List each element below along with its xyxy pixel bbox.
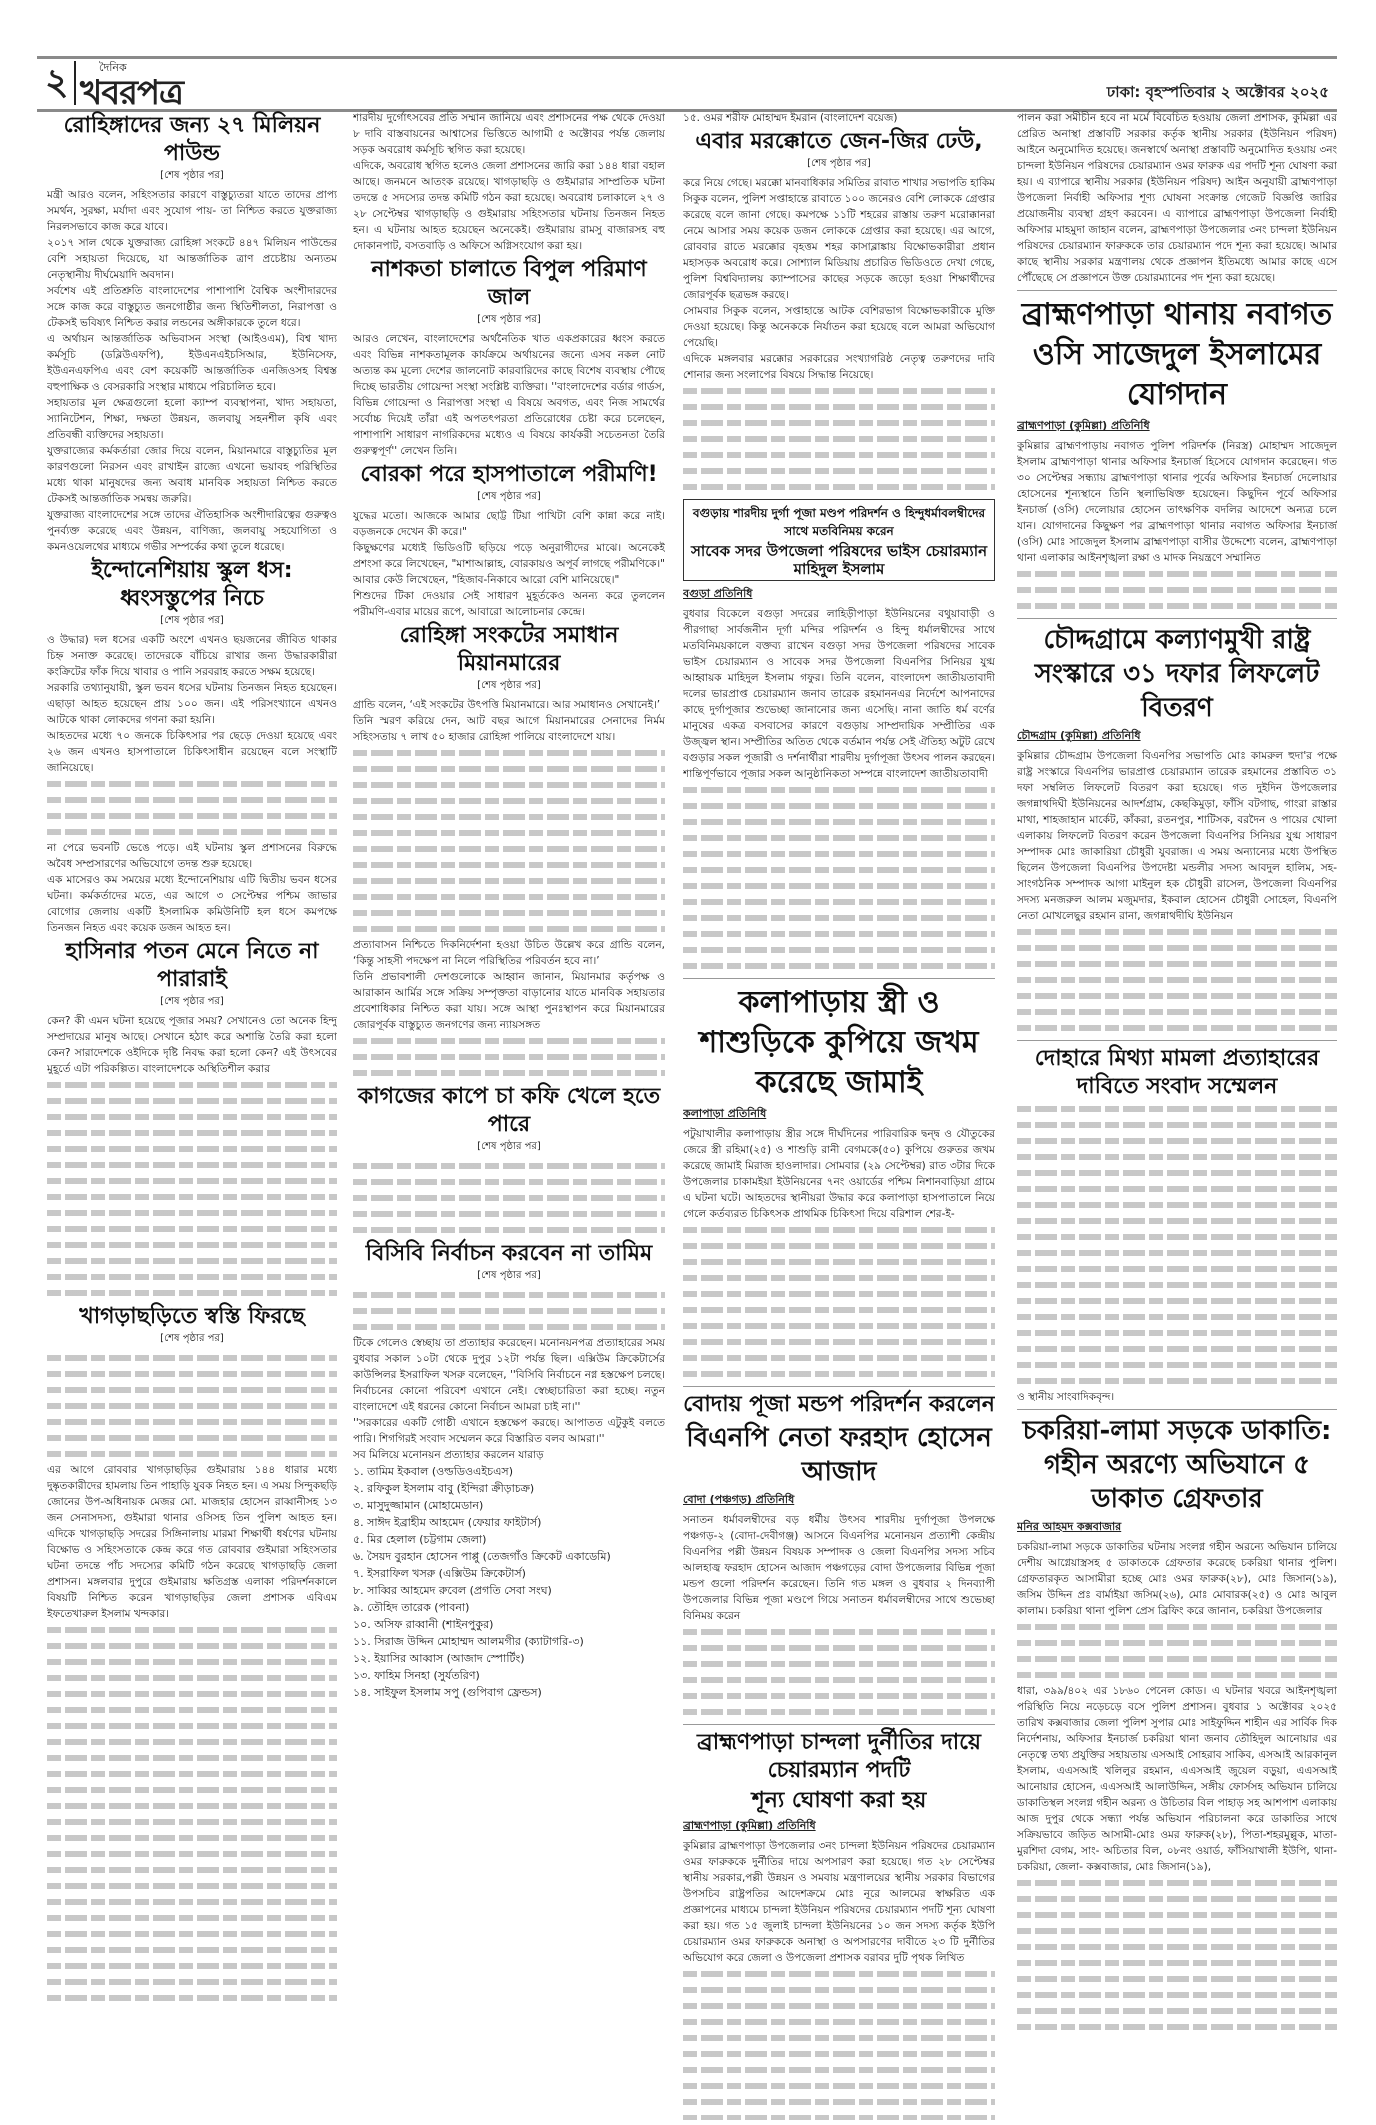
text-lines	[47, 1253, 337, 1269]
text-lines	[1017, 972, 1337, 988]
paragraph: সোমবার সিকুক বলেন, সপ্তাহান্তে আটক বেশিরভাগ বিক্ষোভকারীকে মুক্তি দেওয়া হয়েছে। কিন্তু অনেককে নির্যাতন করা হয়েছে বলে আমরা অভিযোগ পেয়েছি।	[683, 305, 995, 349]
paragraph: প্রত্যাবাসন নিশ্চিতে দিকনির্দেশনা হওয়া উচিত উল্লেখ করে গ্রান্ডি বলেন, ‘কিন্তু সাহসী পদক্ষেপ না নিলে পরিস্থিতির পরিবর্তন হবে না।’	[353, 939, 665, 967]
text-lines	[47, 1205, 337, 1221]
text-lines	[1017, 1875, 1337, 1891]
text-lines	[1017, 1923, 1337, 1939]
text-lines	[683, 814, 995, 830]
paragraph: এক মাসেরও কম সময়ের মধ্যে ইন্দোনেশিয়ায় এটি দ্বিতীয় ভবন ধসের ঘটনা। কর্মকর্তাদের মতে, এর আগে ৩ সেপ্টেম্বর পশ্চিম জাভার বোগোর জেলায় একটি ইসলামিক কমিউনিটি হল ধসে কমপক্ষে তিনজন নিহত এবং কয়েক ডজন আহত হন।	[47, 874, 337, 934]
text-lines	[353, 857, 665, 873]
headline-kicker: বগুড়ায় শারদীয় দুর্গা পূজা মণ্ডপ পরিদর্শন ও হিন্দুধর্মাবলম্বীদের সাথে মতবিনিময় করেন	[692, 506, 986, 538]
list-item: ১৪. সাইফুল ইসলাম সপু (গুপিবাগ ফ্রেন্ডস)	[353, 1686, 542, 1699]
headline: খাগড়াছড়িতে স্বস্তি ফিরছে	[79, 1304, 305, 1329]
text-lines	[353, 873, 665, 889]
text-lines	[1017, 1020, 1337, 1036]
article-khagrachhari	[47, 1303, 337, 2006]
text-lines	[47, 1382, 337, 1398]
text-lines	[353, 889, 665, 905]
text-lines	[683, 1672, 995, 1688]
continued-label: [শেষ পৃষ্ঠার পর]	[477, 1270, 541, 1281]
text-lines	[1017, 1133, 1337, 1149]
article-morocco	[683, 128, 995, 495]
text-lines	[1017, 598, 1337, 614]
headline: নাশকতা চালাতে বিপুল পরিমাণ জাল	[371, 257, 647, 310]
withdrawn-candidates-list	[353, 1463, 665, 1701]
text-lines	[683, 1624, 995, 1640]
text-lines	[47, 1670, 337, 1686]
headline: ইন্দোনেশিয়ায় স্কুল ধস: ধ্বংসস্তুপের নিচে	[91, 558, 293, 611]
text-lines	[683, 942, 995, 958]
column-4	[1017, 110, 1337, 2120]
text-lines	[353, 1287, 665, 1303]
text-lines	[353, 745, 665, 761]
text-lines	[47, 1734, 337, 1750]
text-lines	[1017, 1651, 1337, 1667]
text-lines	[683, 2062, 995, 2078]
text-lines	[47, 1654, 337, 1670]
text-lines	[1017, 1197, 1337, 1213]
paragraph: কেন? কী এমন ঘটনা হয়েছে পূজার সময়? সেখানেও তো অনেক হিন্দু সম্প্রদায়ের মানুষ আছে। সেখানে হঠাৎ করে অশান্তি তৈরি করা হলো কেন? সারাদেশকে ওইদিকে দৃষ্টি নিবদ্ধ করা হলো কেন? এই উৎসবের মুহূর্তে এটা পরিকল্পিত। বাংলাদেশকে অস্থিতিশীল করার	[47, 1015, 337, 1075]
paragraph: আরও লেখেন, বাংলাদেশের অর্থনৈতিক খাত একপ্রকারের ধ্বংস করতে এবং বিভিন্ন নাশকতামূলক কার্যক্রমে অর্থায়নের জন্যে এসব নকল নোট অত্যন্ত কম মূল্যে দেশের জালনোট কারবারিদের কাছে বিশেষ ব্যবস্থায় পৌছে দিচ্ছে ভারতীয় গোয়েন্দা সংস্থা সংশ্লিষ্ট ব্যক্তিরা। ''বাংলাদেশের বর্ডার গার্ডস, বিভিন্ন গোয়েন্দা ও নিরাপত্তা সংস্থা এ বিষয়ে অবগত, এবং নিজ সামর্থের সর্বোচ্চ দিয়েই তাঁরা এই অপতৎপরতা প্রতিরোধের চেষ্টা করে চলেছেন, পাশাপাশি সাধারণ নাগরিকদের মধ্যেও এ বিষয়ে কার্যকরী সচেতনতা তৈরি গুরুত্বপূর্ণ'' লেখেন তিনি।	[353, 333, 665, 457]
paragraph: গ্রান্ডি বলেন, ‘এই সংকটের উৎপত্তি মিয়ানমারে। আর সমাধানও সেখানেই।’	[353, 699, 661, 711]
list-item: ৪. সাঈদ ইব্রাহীম আহমেদ (ফেয়ার ফাইটার্স)	[353, 1516, 542, 1529]
paragraph: শারদীয় দুর্গোৎসবের প্রতি সম্মান জানিয়ে এবং প্রশাসনের পক্ষ থেকে দেওয়া ৮ দাবি বাস্তবায়নের আশ্বাসের ভিত্তিতে আগামী ৫ অক্টোবর পর্যন্ত জেলায় সড়ক অবরোধ কর্মসূচি স্থগিত করা হয়েছে।	[353, 112, 665, 156]
logo-prefix: দৈনিক	[99, 61, 127, 74]
text-lines	[353, 841, 665, 857]
text-lines	[47, 1766, 337, 1782]
text-lines	[353, 1206, 665, 1222]
text-lines	[353, 1303, 665, 1319]
text-lines	[683, 1998, 995, 2014]
text-lines	[47, 1782, 337, 1798]
text-lines	[47, 1894, 337, 1910]
text-lines	[1017, 1229, 1337, 1245]
list-item: ২. রফিকুল ইসলাম বাবু (ইন্দিরা ক্রীড়াচক্র)	[353, 1482, 535, 1495]
text-lines	[47, 1077, 337, 1093]
text-lines	[1017, 1955, 1337, 1971]
text-lines	[683, 399, 995, 415]
text-lines	[1017, 1149, 1337, 1165]
text-lines	[47, 1237, 337, 1253]
text-lines	[47, 1974, 337, 1990]
text-lines	[1017, 1004, 1337, 1020]
text-lines	[47, 824, 337, 840]
page-number: ২	[45, 62, 69, 103]
text-lines	[1017, 1987, 1337, 2003]
headline-kicker: ব্রাহ্মণপাড়া চান্দলা দুর্নীতির দায়ে চেয়ারম্যান পদটি	[697, 1730, 981, 1783]
list-item: ৫. মির হেলাল (চট্টগাম জেলা)	[353, 1533, 487, 1546]
paragraph: ''সরকারের একটি গোষ্ঠী এখানে হস্তক্ষেপ করছে। আপাতত এটুকুই বলতে পারি। শিগগিরই সংবাদ সম্মেলন করে বিস্তারিত বলব আমরা।''	[353, 1417, 665, 1445]
text-lines	[1017, 924, 1337, 940]
article-hasina	[47, 938, 337, 1301]
text-lines	[353, 825, 665, 841]
paragraph: তিনি স্মরণ করিয়ে দেন, আট বছর আগে মিয়ানমারের সেনাদের নির্মম সহিংসতায় ৭ লাখ ৫০ হাজার রোহিঙ্গা পালিয়ে বাংলাদেশে যায়।	[353, 715, 665, 743]
text-lines	[1017, 1181, 1337, 1197]
text-lines	[683, 431, 995, 447]
text-lines	[683, 1350, 995, 1366]
text-lines	[47, 1862, 337, 1878]
text-lines	[47, 1366, 337, 1382]
text-lines	[47, 1093, 337, 1109]
list-item: ১২. ইয়াসির আব্বাস (আজাদ স্পোর্টিং)	[353, 1652, 525, 1665]
text-lines	[47, 1990, 337, 2006]
continued-label: [শেষ পৃষ্ঠার পর]	[477, 680, 541, 691]
byline: ব্রাহ্মণপাড়া (কুমিল্লা) প্রতিনিধি	[1017, 419, 1150, 432]
paragraph: মন্ত্রী আরও বলেন, সহিংসতার কারণে বাস্তুচ্যুতরা যাতে তাদের প্রাপ্য সমর্থন, সুরক্ষা, মর্যাদা এবং সুযোগ পায়- তা নিশ্চিত করতে যুক্তরাজ্য নিরলসভাবে কাজ করে যাবে।	[47, 189, 337, 233]
text-lines	[1017, 1667, 1337, 1683]
text-lines	[683, 1286, 995, 1302]
text-lines	[47, 808, 337, 824]
text-lines	[47, 1221, 337, 1237]
text-lines	[353, 777, 665, 793]
article-chauddagram	[1017, 623, 1337, 1036]
headline: চৌদ্দগ্রামে কল্যাণমুখী রাষ্ট্র সংস্কারে ৩১ দফার লিফলেট বিতরণ	[1034, 625, 1320, 723]
text-lines	[1017, 1971, 1337, 1987]
text-lines	[1017, 1373, 1337, 1389]
headline: হাসিনার পতন মেনে নিতে না পারারাই	[65, 939, 319, 992]
text-lines	[47, 1846, 337, 1862]
text-lines	[683, 2094, 995, 2110]
article-brahmanpara-oc	[1017, 295, 1337, 614]
paragraph: ধারা, ৩৯৯/৪০২ এর ১৮৬০ পেনেল কোড। এ ঘটনার খবরে আইনশৃঙ্খলা পরিস্থিতি নিয়ে নড়েচড়ে বসে পুলিশ প্রশাসন। বুধবার ১ অক্টোবর ২০২৫ তারিখ কক্সবাজার জেলা পুলিশ সুপার মোঃ সাইফুদ্দিন শাহীন এর সার্বিক দিক নির্দেশনায়, অফিসার ইনচার্জ চকরিয়া থানা জনাব তৌহিদুল আনোয়ার এর নেতৃত্বে তথ্য প্রযুক্তির সহায়তায় এসআই সোহরাব সাকিব, এসআই আরকানুল ইসলাম, এএসআই খলিলুর রহমান, এএসআই জুয়েল বড়ুয়া, এএসআই আনোয়ার হোসেন, এএসআই আলাউদ্দিন, সঙ্গীয় ফোর্সসহ অভিযান চালিয়ে ডাকাতিস্থল সংলগ্ন গহীন অরন্য ও উচিতার বিল পাহাড় সহ আশপাশ এলাকায় আজ দুপুর থেকে সন্ধ্যা পর্যন্ত অভিযান পরিচালনা করে ডাকাতির সাথে সক্রিয়ভাবে জড়িত আসামী-মোঃ ওমর ফারুক(২৮), পিতা-শহরমুল্লুক, মাতা-মুরশিদা বেগম, সাং- অচিতার বিল, ০৮নং ওয়ার্ড, ফাঁসিয়াখালী ইউপি, থানা-চকরিয়া, জেলা- কক্সবাজার, মোঃ জিসান(১৯),	[1017, 1685, 1337, 1873]
headline: চকরিয়া-লামা সড়কে ডাকাতি: গহীন অরণ্যে অভিযানে ৫ ডাকাত গ্রেফতার	[1022, 1416, 1332, 1514]
text-lines	[683, 383, 995, 399]
paragraph: সব মিলিয়ে মনোনয়ন প্রত্যাহার করলেন যারাড়	[353, 1449, 544, 1461]
byline: ব্রাহ্মণপাড়া (কুমিল্লা) প্রতিনিধি	[683, 1819, 816, 1832]
text-lines	[683, 1656, 995, 1672]
text-lines	[683, 1704, 995, 1720]
paragraph: ২০১৭ সাল থেকে যুক্তরাজ্য রোহিঙ্গা সংকটে ৪৪৭ মিলিয়ন পাউন্ডের বেশি সহায়তা দিয়েছে, যা আন্তর্জাতিক ত্রাণ প্রচেষ্টায় অন্যতম নেতৃস্থানীয় দীর্ঘমেয়াদি অবদান।	[47, 237, 337, 281]
text-lines	[683, 958, 995, 974]
text-lines	[47, 1926, 337, 1942]
text-lines	[683, 447, 995, 463]
text-lines	[1017, 1325, 1337, 1341]
paragraph: এর আগে রোববার খাগড়াছড়ির গুইমারায় ১৪৪ ধারার মধ্যে দুষ্কৃতকারীদের হামলায় তিন পাহাড়ি যুবক নিহত হন। এ সময় সিন্দুকছড়ি জোনের উপ-অধিনায়ক মেজর মো. মাজহার হোসেন রাব্বানীসহ ১৩ জন সেনাসদস্য, গুইমারা থানার ওসিসহ তিন পুলিশ আহত হন। এদিকে খাগড়াছড়ি সদরের সিঙ্গিনালায় মারমা শিক্ষার্থী ধর্ষণের ঘটনায় বিক্ষোভ ও সহিংসতাকে কেন্দ্র করে গত রোববার গুইমারা সহিংসতার ঘটনা তদন্তে পাঁচ সদস্যের কমিটি গঠন করেছে খাগড়াছড়ি জেলা প্রশাসন। মঙ্গলবার দুপুরে গুইমারায় ক্ষতিগ্রস্ত এলাকা পরিদর্শনকালে বিষয়টি নিশ্চিত করেন খাগড়াছড়ির জেলা প্রশাসক এবিএম ইফতেখারুল ইসলাম খন্দকার।	[47, 1464, 337, 1620]
text-lines	[683, 1318, 995, 1334]
continued-label: [শেষ পৃষ্ঠার পর]	[477, 491, 541, 502]
article-rohingya-crisis	[353, 622, 665, 1081]
paragraph: যুদ্ধের মতো। আজকে আমার ছোট্ট টিয়া পাখিটা বেশি কান্না করে নাই। বড়জনকে দেখেন কী করে।"	[353, 510, 665, 538]
dateline: ঢাকা: বৃহস্পতিবার ২ অক্টোবর ২০২৫	[1106, 83, 1329, 101]
text-lines	[353, 793, 665, 809]
headline: কাগজের কাপে চা কফি খেলে হতে পারে	[357, 1084, 661, 1137]
headline: সাবেক সদর উপজেলা পরিষদের ভাইস চেয়ারম্যান মাহিদুল ইসলাম	[690, 542, 988, 578]
text-lines	[353, 1049, 665, 1065]
text-lines	[353, 1222, 665, 1238]
text-lines	[47, 1350, 337, 1366]
divider	[683, 978, 995, 979]
text-lines	[683, 894, 995, 910]
list-item: ১৩. ফাহিম সিনহা (সুর্যতরিণ)	[353, 1669, 480, 1682]
list-item: ৩. মাসুদুজ্জামান (মোহামেডান)	[353, 1499, 484, 1512]
paragraph: শিশুদের টিকা দেওয়ার সেই সাধারণ মুহূর্তকেও অনন্য করে তুললেন পরীমণি-এবার মায়ের রূপে, আবারো আলোচনার কেন্দ্রে।	[353, 590, 665, 618]
text-lines	[1017, 2019, 1337, 2035]
text-lines	[683, 1688, 995, 1704]
text-lines	[47, 1878, 337, 1894]
text-lines	[1017, 1357, 1337, 1373]
headline: বিএনপি নেতা ফরহাদ হোসেন আজাদ	[686, 1423, 992, 1487]
continued-label: [শেষ পৃষ্ঠার পর]	[477, 314, 541, 325]
article-kalapara	[683, 983, 995, 1382]
text-lines	[47, 1125, 337, 1141]
text-lines	[683, 878, 995, 894]
text-lines	[1017, 1165, 1337, 1181]
paragraph: যুক্তরাজ্যের কর্মকর্তারা জোর দিয়ে বলেন, মিয়ানমারে বাস্তুচ্যুতির মূল কারণগুলো নিরসন এবং রাখাইন রাজ্যে এখনো ভয়াবহ পরিস্থিতির মধ্যে থাকা মানুষদের জন্য অবাধ মানবিক সহায়তা নিশ্চিত করতে টেকসই আন্তর্জাতিক সমন্বয় জরুরি।	[47, 445, 337, 505]
text-lines	[353, 809, 665, 825]
text-lines	[1017, 1907, 1337, 1923]
paragraph: কুমিল্লার চৌদ্দগ্রাম উপজেলা বিএনপির সভাপতি মোঃ কামরুল হুদা'র পক্ষে রাষ্ট্র সংস্কারে বিএনপির ভারপ্রাপ্ত চেয়ারম্যান তারেক রহমানের প্রস্তাবিত ৩১ দফা সম্বলিত লিফলেট বিতরণ করা হয়েছে। গত দুইদিন উপজেলার জগন্নাথদিঘী ইউনিয়নের আদর্শগ্রাম, কেছকিমুড়া, ফাঁসি বটগাছ, গাংরা রাস্তার মাথা, শাহজাহান মার্কেট, কাঁকরা, রতনপুর, শাটিসক, বরদৈন ও পায়ের খোলা এলাকায় লিফলেট বিতরণ করেন উপজেলা বিএনপির সিনিয়র যুগ্ম সাধারণ সম্পাদক মোঃ জাকারিয়া চৌধুরী যুবরাজ। এ সময় অন্যান্যের মধ্যে উপস্থিত ছিলেন উপজেলা বিএনপির উপদেষ্টা মন্ডলীর সদস্য আবদুল হালিম, সহ-সাংগঠনিক সম্পাদক আগা মাইনুল হক চৌধুরী রাসেল, উপজেলা বিএনপির সদস্য মনজরুল আলম মজুমদার, ইকবাল হোসেন চৌধুরী সোহেল, বিএনপি নেতা মোখলেছুর রহমান রানা, জগন্নাথদীঘি ইউনিয়ন	[1017, 750, 1337, 922]
continued-label: [শেষ পৃষ্ঠার পর]	[477, 1141, 541, 1152]
paragraph: এদিকে, অবরোধ স্থগিত হলেও জেলা প্রশাসনের জারি করা ১৪৪ ধারা বহাল আছে। জনমনে আতংক রয়েছে। খাগড়াছড়ি ও গুইমারার সাম্প্রতিক ঘটনা তদন্তে ৫ সদস্যের তদন্ত কমিটি গঠন করা হয়েছে। অবরোধ চলাকালে ২৭ ও ২৮ সেপ্টেম্বর খাগড়াছড়ি ও গুইমারায় সহিংসতার ঘটনায় তিনজন নিহত হন। এ ঘটনায় আহত হয়েছেন অনেকেই। গুইমারায় রামসু বাজারসহ বহু দোকানপাট, বসতবাড়ি ও অফিসে অগ্নিসংযোগ করা হয়।	[353, 160, 665, 252]
continued-label: [শেষ পৃষ্ঠার পর]	[160, 615, 224, 626]
text-lines	[353, 921, 665, 937]
headline: এবার মরক্কোতে জেন-জির ঢেউ,	[695, 129, 983, 154]
text-lines	[353, 1033, 665, 1049]
text-lines	[353, 905, 665, 921]
paragraph: সনাতন ধর্মাবলম্বীদের বড় ধর্মীয় উৎসব শারদীয় দুর্গাপূজা উপলক্ষে পঞ্চগড়-২ (বোদা-দেবীগঞ্জ) আসনে বিএনপির মনোনয়ন প্রত্যাশী কেন্দ্রীয় বিএনপির পল্লী উন্নয়ন বিষয়ক সম্পাদক ও জেলা বিএনপির সদস্য সচিব আলহাজ্ব ফরহাদ হোসেন আজাদ পঞ্চগড়ের বোদা উপজেলার বিভিন্ন পূজা মন্ডপ গুলো পরিদর্শন করেছেন। তিনি গত মঙ্গল ও বুধবার ২ দিনব্যাপী উপজেলার বিভিন্ন পূজা মণ্ডপে গিয়ে সনাতন ধর্মাবলম্বীদের সাথে শুভেচ্ছা বিনিময় করেন	[683, 1514, 995, 1622]
text-lines	[1017, 566, 1337, 582]
text-lines	[1017, 956, 1337, 972]
text-lines	[47, 1141, 337, 1157]
headline: কলাপাড়ায় স্ত্রী ও শাশুড়িকে কুপিয়ে জখম করেছে জামাই	[699, 985, 979, 1100]
text-lines	[353, 1065, 665, 1081]
paragraph: পটুয়াখালীর কলাপাড়ায় স্ত্রীর সঙ্গে দীর্ঘদিনের পারিবারিক দ্বন্দ্ব ও যৌতুকের জেরে স্ত্রী রহিমা(২৫) ও শাশুড়ি রানী বেগমকে(৫০) কুপিয়ে গুরুতর জখম করেছে জামাই মিরাজ হাওলাদার। সোমবার (২৯ সেপ্টেম্বর) রাত ৩টার দিকে উপজেলার চাকামইয়া ইউনিয়নের ৭নং ওয়ার্ডের পশ্চিম নিশানবাড়িয়া গ্রামে এ ঘটনা ঘটে। আহতদের স্থানীয়রা উদ্ধার করে কলাপাড়া হাসপাতালে নিয়ে গেলে কর্তব্যরত চিকিৎসক প্রাথমিক চিকিৎসা দিয়ে বরিশাল শের-ই-	[683, 1128, 995, 1220]
paragraph: যুক্তরাজ্য বাংলাদেশের সঙ্গে তাদের ঐতিহাসিক অংশীদারিত্বের গুরুত্বও পুনর্ব্যক্ত করেছে এবং উন্নয়ন, বাণিজ্য, জলবায়ু সহযোগিতা ও কমনওয়েলথের মাধ্যমে গভীর সম্পর্কের কথা তুলে ধরেছে।	[47, 509, 337, 553]
paragraph: চকরিয়া-লামা সড়কে ডাকাতির ঘটনায় সংলগ্ন গহীন অরন্যে অভিযান চালিয়ে দেশীয় আগ্নেয়াস্ত্রসহ ৫ ডাকাতকে গ্রেফতার করেছে চকরিয়া থানার পুলিশ। গ্রেফতারকৃত আসামীরা হচ্ছে মোঃ ওমর ফারুক(২৮), মোঃ জিসান(১৯), জসিম উদ্দিন প্রঃ বার্মাইয়া জসিম(২৬), মোঃ মোবারক(২৫) ও মোঃ আবুল কালাম। চকরিয়া থানা পুলিশ প্রেস ব্রিফিং করে জানান, চকরিয়া উপজেলার	[1017, 1541, 1337, 1617]
text-lines	[1017, 1101, 1337, 1117]
article-porimoni	[353, 461, 665, 620]
list-item: ১. তামিম ইকবাল (ওল্ডডিওএইচএস)	[353, 1465, 513, 1478]
text-lines	[683, 463, 995, 479]
text-lines	[47, 1157, 337, 1173]
continued-label: [শেষ পৃষ্ঠার পর]	[160, 170, 224, 181]
paragraph: আহতদের মধ্যে ৭০ জনকে চিকিৎসার পর ছেড়ে দেওয়া হয়েছে এবং ২৬ জন এখনও হাসপাতালে চিকিৎসাধীন রয়েছেন বলে সংস্থাটি জানিয়েছে।	[47, 730, 337, 774]
text-lines	[47, 1638, 337, 1654]
text-lines	[1017, 1261, 1337, 1277]
text-lines	[683, 910, 995, 926]
paragraph: সরকারি তথ্যানুযায়ী, স্কুল ভবন ধসের ঘটনায় তিনজন নিহত হয়েছেন। এছাড়া আহত হয়েছেন প্রায় ১০০ জন। এই পরিসংখ্যানে এখনও আটকে থাকা লোকদের গণনা করা হয়নি।	[47, 682, 337, 726]
paragraph: এদিকে মঙ্গলবার মরক্কোর সরকারের সংখ্যাগরিষ্ঠ নেতৃত্ব তরুণদের দাবি শোনার জন্য সংলাপের বিষয়ে সিদ্ধান্ত নিয়েছে।	[683, 353, 995, 381]
text-lines	[1017, 1891, 1337, 1907]
text-lines	[683, 830, 995, 846]
text-lines	[1017, 1117, 1337, 1133]
text-lines	[1017, 1213, 1337, 1229]
headline: বিসিবি নির্বাচন করবেন না তামিম	[365, 1241, 653, 1266]
text-lines	[683, 1254, 995, 1270]
paragraph: সহায়তার মূল ক্ষেত্রগুলো হলো ক্যাম্প ব্যবস্থাপনা, খাদ্য সহায়তা, স্যানিটেশন, শিক্ষা, দক্ষতা উন্নয়ন, জলবায়ু সহনশীল কৃষি এবং প্রতিবন্ধী ব্যক্তিদের সহায়তা।	[47, 397, 337, 441]
text-lines	[47, 1189, 337, 1205]
text-lines	[1017, 1341, 1337, 1357]
continued-label: [শেষ পৃষ্ঠার পর]	[160, 1333, 224, 1344]
text-lines	[1017, 1277, 1337, 1293]
article-counterfeit	[353, 256, 665, 459]
text-lines	[683, 1640, 995, 1656]
text-lines	[683, 1366, 995, 1382]
article-boda	[683, 1391, 995, 1720]
text-lines	[353, 1190, 665, 1206]
text-lines	[683, 1238, 995, 1254]
text-lines	[47, 1414, 337, 1430]
byline: মনির আহমদ কক্সবাজার	[1017, 1520, 1122, 1533]
article-rohingya-pound	[47, 112, 337, 555]
headline: বোরকা পরে হাসপাতালে পরীমণি!	[360, 462, 658, 487]
text-lines	[1017, 1939, 1337, 1955]
text-lines	[683, 1334, 995, 1350]
divider	[1017, 1040, 1337, 1041]
text-lines	[47, 1173, 337, 1189]
text-lines	[47, 1446, 337, 1462]
paragraph: না পেরে ভবনটি ভেঙে পড়ে। এই ঘটনায় স্কুল প্রশাসনের বিরুদ্ধে অবৈধ সম্প্রসারণের অভিযোগে তদন্ত শুরু হয়েছে।	[47, 842, 337, 870]
text-lines	[1017, 1635, 1337, 1651]
paragraph: ও উদ্ধার) দল ধসের একটি অংশে এখনও ছয়জনের জীবিত থাকার চিহ্ন সনাক্ত করেছে। তাদেরকে বাঁচিয়ে রাখার জন্য উদ্ধারকারীরা কংক্রিটের ফাঁক দিয়ে খাবার ও পানি সরবরাহ করতে সক্ষম হয়েছে।	[47, 634, 337, 678]
continued-label: [শেষ পৃষ্ঠার পর]	[160, 996, 224, 1007]
paragraph: টিকে গেলেও স্বেচ্ছায় তা প্রত্যাহার করেছেন। মনোনয়নপত্র প্রত্যাহারের সময় বুধবার সকাল ১০টা থেকে দুপুর ১২টা পর্যন্ত ছিল। এক্সিউম ক্রিকেটার্সের কাউন্সিলর ইসরাফিল খসরু বলেছেন, ''বিসিবি নির্বাচনে নগ্ন হস্তক্ষেপ চলছে। নির্বাচনের কোনো পরিবেশ এখানে নেই। স্বেচ্ছাচারিতা করা হচ্ছে। নতুন বাংলাদেশে এই ধরনের কোনো নির্বাচন আমরা চাই না।''	[353, 1337, 665, 1413]
text-lines	[47, 1430, 337, 1446]
text-lines	[47, 1285, 337, 1301]
list-item: ১৫. ওমর শরীফ মোহাম্মদ ইমরান (বাংলাদেশ বয়েজ)	[683, 112, 898, 124]
text-lines	[47, 1750, 337, 1766]
text-lines	[353, 1319, 665, 1335]
column-3	[683, 110, 995, 2120]
list-item: ৭. ইসরাফিল খসরু (এক্সিউম ক্রিকেটার্স)	[353, 1567, 526, 1580]
paragraph: কুমিল্লার ব্রাহ্মণপাড়ায় নবাগত পুলিশ পরিদর্শক (নিরস্ত্র) মোহাম্মদ সাজেদুল ইসলাম ব্রাহ্মণপাড়া থানার অফিসার ইনচার্জ হিসেবে যোগদান করেছেন। গত ৩০ সেপ্টেম্বর সন্ধ্যায় ব্রাহ্মণপাড়া থানার পূর্বের অফিসার ইনচার্জ দেলোয়ার হোসেনের শূন্যস্থানে তিনি স্থলাভিষিক্ত হয়েছেন। কিছুদিন পূর্বে অফিসার ইনচার্জ (ওসি) দেলোয়ার হোসেন তাৎক্ষণিক বদলির আদেশে অন্যত্র চলে যান। যোগদানের কিছুক্ষণ পর ব্রাহ্মণপাড়া থানার নবাগত অফিসার ইনচার্জ (ওসি) মোঃ সাজেদুল ইসলাম ব্রাহ্মণপাড়া বাসীর উদ্দেশ্যে বলেন, ব্রাহ্মণপাড়া থানা এলাকার আইনশৃঙ্খলা রক্ষা ও মাদক নিয়ন্ত্রণে সম্মানিত	[1017, 440, 1337, 564]
headline: ব্রাহ্মণপাড়া থানায় নবাগত ওসি সাজেদুল ইসলামের যোগদান	[1021, 297, 1333, 412]
newspaper-logo: খবরপত্র	[80, 73, 184, 113]
list-item: ৯. তৌহিদ তারেক (পাবনা)	[353, 1601, 470, 1614]
column-2	[353, 110, 665, 2120]
text-lines	[683, 415, 995, 431]
text-lines	[47, 1798, 337, 1814]
headline: দোহারে মিথ্যা মামলা প্রত্যাহারের দাবিতে সংবাদ সম্মেলন	[1034, 1046, 1320, 1099]
divider	[1017, 1409, 1337, 1410]
text-lines	[683, 479, 995, 495]
headline-kicker: বোদায় পূজা মন্ডপ পরিদর্শন করলেন	[683, 1392, 995, 1417]
byline: বগুড়া প্রতিনিধি	[683, 587, 753, 600]
text-lines	[1017, 2003, 1337, 2019]
text-lines	[683, 1270, 995, 1286]
divider	[683, 1386, 995, 1387]
text-lines	[47, 1910, 337, 1926]
article-bcb-tamim	[353, 1240, 665, 1701]
paragraph: এ অর্থায়ন আন্তর্জাতিক অভিবাসন সংস্থা (আইওএম), বিশ্ব খাদ্য কর্মসূচি (ডব্লিউএফপি), ইউএনএইচসিআর, ইউনিসেফ, ইউএনএফপিএ এবং বেশ কয়েকটি আন্তর্জাতিক এনজিওসহ বিশ্বস্ত বহুপাক্ষিক ও বেসরকারি সংস্থার মাধ্যমে পরিচালিত হবে।	[47, 333, 337, 393]
article-chandla	[683, 1729, 995, 2120]
masthead-divider	[74, 61, 76, 105]
paragraph: বুধবার বিকেলে বগুড়া সদরের লাহিড়ীপাড়া ইউনিয়নের বথুয়াবাড়ী ও পীরগাছা সার্বজনীন দূর্গা মন্দির পরিদর্শন ও হিন্দু ধর্মালম্বীদের সাথে মতবিনিময়কালে বক্তব্য রাখেন বগুড়া সদর উপজেলা পরিষদের সাবেক ভাইস চেয়ারম্যান ও সাবেক সদর উপজেলা বিএনপির সিনিয়র যুগ্ম আহ্বায়ক মাহিদুল ইসলাম গফুর। তিনি বলেন, বাংলাদেশ জাতীয়তাবাদী দলের ভারপ্রাপ্ত চেয়ারম্যান জনাব তারেক রহমাননএর নির্দেশে আপনাদের কাছে দুর্গাপূজার শুভেচ্ছা জানানোর জন্য এসেছি। নানা জাতি ধর্ম বর্ণের মানুষের একত্র বসবাসের কারণে বগুড়ায় সাম্প্রদায়িক সম্প্রীতির এক উজ্জ্বল স্থান। সম্প্রীতির অতিত থেকে বর্তমান পর্যন্ত সেই ঐতিহ্য অটুট রেখে বগুড়ার সকল পূজারী ও দর্শনার্থীরা শারদীয় দুর্গাপূজা উৎসব পালন করছেন। শান্তিপূর্ণভাবে পূজার সকল আনুষ্ঠানিকতা সম্পন্নে বাংলাদেশ জাতীয়তাবাদী	[683, 608, 995, 780]
paragraph: পালন করা সমীচীন হবে না মর্মে বিবেচিত হওয়ায় জেলা প্রশাসক, কুমিল্লা এর প্রেরিত অনাস্থা প্রস্তাবটি সরকার কর্তৃক স্থানীয় সরকার (ইউনিয়ন পরিষদ) আইনে অনুমোদিত হয়েছে। জনস্বার্থে অনাস্থা প্রস্তাবটি অনুমোদিত হওয়ায় ৩নং চান্দলা ইউনিয়ন পরিষদের চেয়ারম্যান ওমর ফারুক এর পদটি শূন্য ঘোষণা করা হয়। এ ব্যাপারে স্থানীয় সরকার (ইউনিয়ন পরিষদ) আইন অনুযায়ী ব্রাহ্মণপাড়া উপজেলা নির্বাহী অফিসার শূণ্য ঘোষনা সংক্রান্ত গেজেট বিজ্ঞপ্তি জারির প্রয়োজনীয় ব্যবস্থা গ্রহণ করবেন। এ ব্যাপারে ব্রাহ্মণপাড়া উপজেলা নির্বাহী অফিসার মাহমুদা জাহান বলেন, ব্রাহ্মণপাড়া উপজেলার ৩নং চান্দলা ইউনিয়ন পরিষদের চেয়ারম্যান ফারুককে তার চেয়ারম্যান পদে শূন্য করা হয়েছে। আমার কাছে স্থানীয় সরকার মন্ত্রণালয় থেকে প্রজ্ঞাপন ইতিমধ্যে আমার কাছে এসে পৌঁছেছে সে প্রজ্ঞাপনে উক্ত চেয়ারম্যানের পদ শূন্য করা হয়েছে।	[1017, 112, 1337, 284]
paragraph: তিনি প্রভাবশালী দেশগুলোকে আহ্বান জানান, মিয়ানমার কর্তৃপক্ষ ও আরাকান আর্মির সঙ্গে সক্রিয় সম্পৃক্ততা বাড়ানোর যাতে মানবিক সহায়তার প্রবেশাধিকার নিশ্চিত করা যায়। সঙ্গে আস্থা পুনঃস্থাপন করে মিয়ানমারের জোরপূর্বক বাস্তুচ্যুত জনগণের জন্য ন্যায়সঙ্গত	[353, 971, 665, 1031]
list-item: ১০. অসিফ রাব্বানী (শাইনপুকুর)	[353, 1618, 494, 1631]
article-bogura-banner	[683, 499, 995, 581]
text-lines	[683, 2014, 995, 2030]
text-lines	[683, 1302, 995, 1318]
list-item: ১১. সিরাজ উদ্দিন মোহাম্মদ আলমগীর (ক্যাটাগরি-৩)	[353, 1635, 584, 1648]
divider	[1017, 290, 1337, 291]
text-lines	[1017, 1619, 1337, 1635]
paragraph: কুমিল্লার ব্রাহ্মণপাড়া উপজেলার ৩নং চান্দলা ইউনিয়ন পরিষদের চেয়ারম্যান ওমর ফারুককে দুর্নীতির দায়ে অপসারণ করা হয়েছে। গত ২৮ সেপ্টেম্বর স্থানীয় সরকার,পল্লী উন্নয়ন ও সমবায় মন্ত্রণালয়ের স্থানীয় সরকার বিভাগের উপসচিব রাষ্ট্রপতির আদেশক্রমে মোঃ নূরে আলমের স্বাক্ষরিত এক প্রজ্ঞাপনের মাধ্যমে চান্দলা ইউনিয়ন পরিষদের চেয়ারম্যান পদটি শূন্য ঘোষণা করা হয়। গত ১৫ জুলাই চান্দলা ইউনিয়নের ১০ জন সদস্য কর্তৃক ইউপি চেয়ারম্যান ওমর ফারুককে অনাস্থা ও অপসারণের দাবীতে ২৩ টি দুর্নীতির অভিযোগ করে জেলা ও উপজেলা প্রশাসক বরাবর দুটি পৃথক লিখিত	[683, 1840, 995, 1964]
text-lines	[47, 1109, 337, 1125]
text-lines	[47, 792, 337, 808]
paragraph: সর্বশেষ এই প্রতিশ্রুতি বাংলাদেশের পাশাপাশি বৈশ্বিক অংশীদারদের সঙ্গে কাজ করে বাস্তুচ্যুত জনগোষ্ঠীর জন্য স্থিতিশীলতা, নিরাপত্তা ও টেকসই ভবিষ্যৎ নিশ্চিত করার লন্ডনের অঙ্গীকারকে তুলে ধরে।	[47, 285, 337, 329]
text-lines	[683, 2110, 995, 2120]
article-dohar	[1017, 1045, 1337, 1405]
text-lines	[683, 1982, 995, 1998]
text-lines	[47, 1622, 337, 1638]
article-chakaria	[1017, 1414, 1337, 2035]
text-lines	[1017, 1293, 1337, 1309]
text-lines	[683, 2078, 995, 2094]
text-lines	[47, 1269, 337, 1285]
text-lines	[47, 1830, 337, 1846]
text-lines	[47, 1942, 337, 1958]
divider	[1017, 618, 1337, 619]
text-lines	[683, 798, 995, 814]
text-lines	[47, 1718, 337, 1734]
text-lines	[353, 1158, 665, 1174]
text-lines	[683, 1966, 995, 1982]
headline: রোহিঙ্গাদের জন্য ২৭ মিলিয়ন পাউন্ড	[63, 113, 321, 166]
text-lines	[47, 776, 337, 792]
text-lines	[47, 1686, 337, 1702]
text-lines	[47, 1958, 337, 1974]
text-lines	[1017, 1309, 1337, 1325]
text-lines	[47, 1814, 337, 1830]
list-item: ৬. সৈয়দ বুরহান হোসেন পাপ্পু (তেজগাঁও ক্রিকেট একাডেমি)	[353, 1550, 611, 1563]
text-lines	[1017, 940, 1337, 956]
byline: চৌদ্দগ্রাম (কুমিল্লা) প্রতিনিধি	[1017, 729, 1141, 742]
paragraph: কিছুক্ষণের মধ্যেই ভিডিওটি ছড়িয়ে পড়ে অনুরাগীদের মাঝে। অনেকেই প্রশংসা করে লিখেছেন, "মাশাআল্লাহ, বোরকায়ও অপূর্ব লাগছে পরীমণিকে।" আবার কেউ লিখেছেন, "হিজাব-নিকাবে আরো বেশি মানিয়েছে।"	[353, 542, 665, 586]
headline: শূন্য ঘোষণা করা হয়	[751, 1788, 927, 1813]
text-lines	[683, 2030, 995, 2046]
column-1	[47, 110, 337, 2120]
text-lines	[683, 862, 995, 878]
text-lines	[683, 926, 995, 942]
text-lines	[683, 2046, 995, 2062]
text-lines	[1017, 1245, 1337, 1261]
byline: কলাপাড়া প্রতিনিধি	[683, 1107, 767, 1120]
text-lines	[47, 1702, 337, 1718]
list-item: ৮. সাব্বির আহমেদ রুবেল (প্রগতি সেবা সংঘ)	[353, 1584, 552, 1597]
continued-label: [শেষ পৃষ্ঠার পর]	[807, 158, 871, 169]
masthead	[37, 56, 1337, 112]
paragraph: করে নিয়ে গেছে। মরক্কো মানবাধিকার সমিতির রাবাত শাখার সভাপতি হাকিম সিকুক বলেন, পুলিশ সপ্তাহান্তে রাবাতে ১০০ জনেরও বেশি লোককে গ্রেপ্তার করেছে বলে জানা গেছে। কমপক্ষে ১১টি শহরের রাস্তায় তরুণ মরোক্কানরা নেমে আসার সময় কয়েক ডজন লোককে গ্রেপ্তার করা হয়েছে। এর আগে, রোববার রাতে মরক্কোর বৃহত্তম শহর কাসাব্লাঙ্কায় বিক্ষোভকারীরা প্রধান মহাসড়ক অবরোধ করে। সোশ্যাল মিডিয়ায় প্রচারিত ভিডিওতে দেখা গেছে, পুলিশ বিশ্ববিদ্যালয় ক্যাম্পাসের কাছের সড়কে জড়ো হওয়া শিক্ষার্থীদের জোরপূর্বক ছত্রভঙ্গ করছে।	[683, 177, 995, 301]
byline: বোদা (পঞ্চগড়) প্রতিনিধি	[683, 1493, 795, 1506]
text-lines	[353, 1174, 665, 1190]
text-lines	[1017, 988, 1337, 1004]
headline: রোহিঙ্গা সংকটের সমাধান মিয়ানমারের	[399, 623, 619, 676]
text-lines	[683, 846, 995, 862]
article-paper-cup	[353, 1083, 665, 1238]
text-lines	[353, 761, 665, 777]
text-lines	[683, 782, 995, 798]
text-lines	[683, 1222, 995, 1238]
paragraph: ও স্থানীয় সাংবাদিকবৃন্দ।	[1017, 1391, 1115, 1403]
text-lines	[1017, 582, 1337, 598]
article-indonesia-school	[47, 557, 337, 936]
divider	[683, 1724, 995, 1725]
text-lines	[47, 1398, 337, 1414]
